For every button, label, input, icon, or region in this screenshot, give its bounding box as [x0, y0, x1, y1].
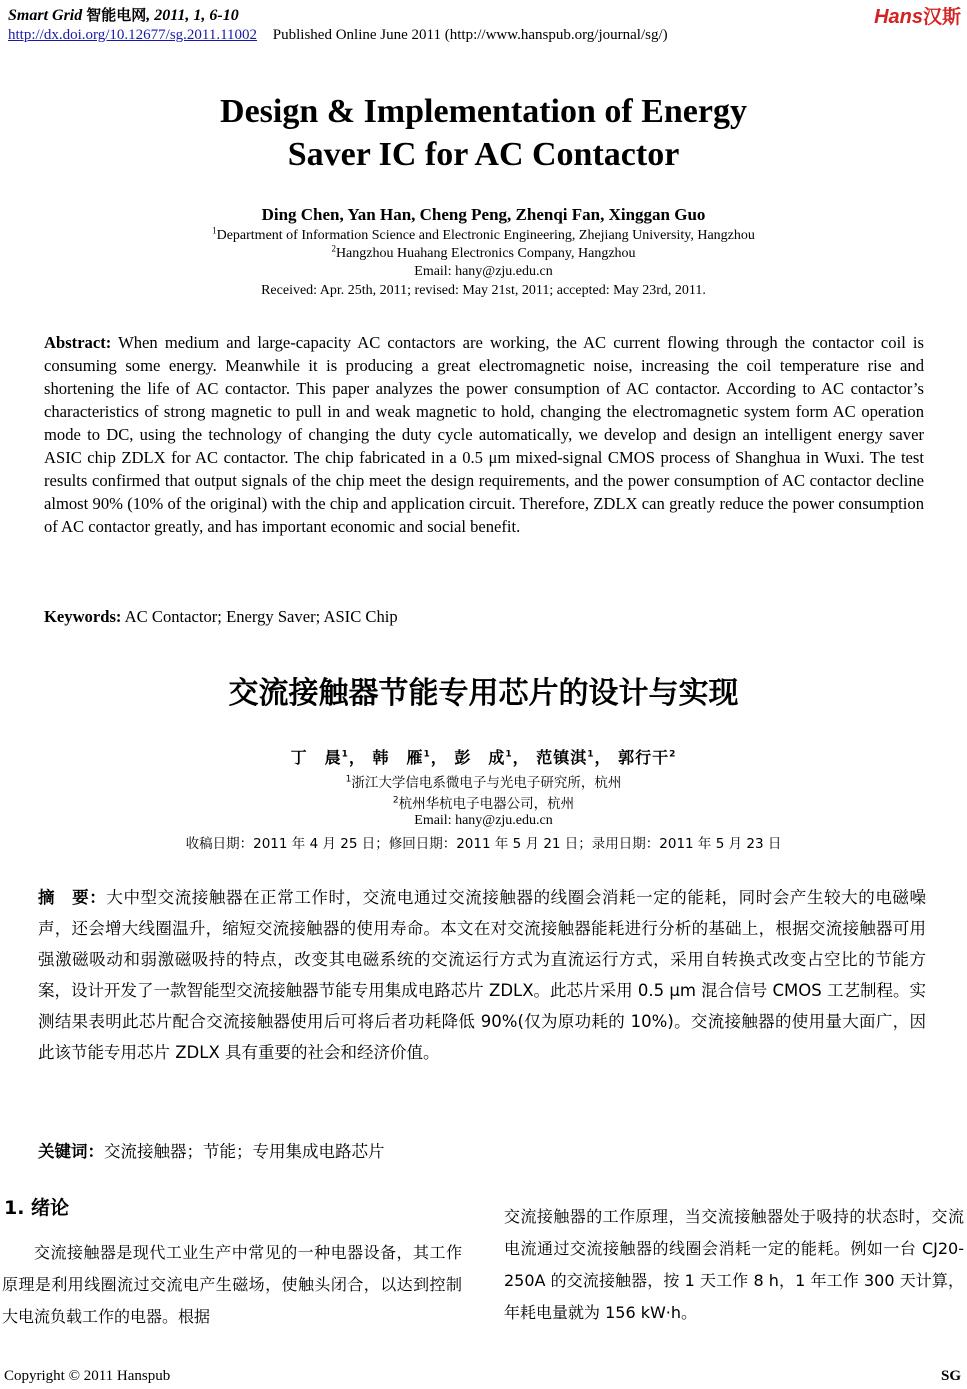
- keywords-en-label: Keywords:: [44, 607, 122, 626]
- email-cn: Email: hany@zju.edu.cn: [414, 813, 553, 828]
- affiliation-en-2-num: 2: [331, 243, 336, 254]
- abstract-cn-label: 摘 要：: [38, 888, 107, 907]
- author-cn-name: 范镇淇: [536, 748, 588, 767]
- author-cn: [372, 748, 447, 767]
- published-info: Published Online June 2011 (http://www.hanspub.org/journal/sg/): [272, 27, 668, 43]
- author-cn: [618, 748, 676, 767]
- received-dates-en: Received: Apr. 25th, 2011; revised: May 21st, 2011; accepted: May 23rd, 2011.: [261, 283, 706, 298]
- authors-en: Ding Chen, Yan Han, Cheng Peng, Zhenqi Fan, Xinggan Guo: [261, 205, 706, 224]
- author-cn-sup: 2: [669, 749, 677, 760]
- doi-line: [8, 27, 668, 44]
- keywords-en: [44, 607, 398, 627]
- affiliation-cn-1-num: 1: [345, 774, 352, 785]
- affiliation-cn-1-text: 浙江大学信电系微电子与光电子研究所，杭州: [351, 775, 622, 791]
- abstract-cn-text: 大中型交流接触器在正常工作时，交流电通过交流接触器的线圈会消耗一定的能耗，同时会产生较大的电磁噪声，还会增大线圈温升，缩短交流接触器的使用寿命。本文在对交流接触器能耗进行分析的基础上，根据交流接触器可用强激磁吸动和弱激磁吸持的特点，改变其电磁系统的交流运行方式为直流运行方式，采用自转换式改变占空比的节能方案，设计开发了一款智能型交流接触器节能专用集成电路芯片 ZDLX。此芯片采用 0.5 μm 混合信号 CMOS 工艺制程。实测结果表明此芯片配合交流接触器使用后可将后者功耗降低 90%(仅为原功耗的 10%)。交流接触器的使用量大面广，因此该节能专用芯片 ZDLX 具有重要的社会和经济价值。: [38, 888, 927, 1062]
- author-cn: [454, 748, 529, 767]
- paper-title-cn: 交流接触器节能专用芯片的设计与实现: [228, 676, 739, 711]
- affiliation-cn-2-num: 2: [392, 795, 399, 806]
- affiliation-cn-2: [0, 792, 967, 812]
- keywords-cn-text: 交流接触器；节能；专用集成电路芯片: [104, 1142, 385, 1161]
- affiliation-cn-2-text: 杭州华杭电子电器公司，杭州: [398, 796, 575, 812]
- author-cn: [536, 748, 611, 767]
- journal-volume: , 2011, 1, 6-10: [146, 7, 239, 24]
- author-cn-name: 韩 雁: [372, 748, 424, 767]
- author-cn-name: 丁 晨: [290, 748, 342, 767]
- journal-name: [8, 4, 239, 25]
- keywords-cn: [38, 1138, 385, 1162]
- author-cn-name: 彭 成: [454, 748, 506, 767]
- footer-journal-code: SG: [940, 1368, 961, 1384]
- keywords-cn-label: 关键词：: [38, 1142, 104, 1161]
- paper-title-en-line2: Saver IC for AC Contactor: [287, 136, 680, 173]
- received-dates-cn: 收稿日期：2011 年 4 月 25 日；修回日期：2011 年 5 月 21 日；录用日期：2011 年 5 月 23 日: [185, 836, 782, 852]
- paper-title-en: [0, 90, 967, 176]
- logo-text: Hans: [874, 6, 923, 28]
- author-cn-sep: ，: [348, 748, 366, 767]
- journal-title-cn: 智能电网: [86, 6, 147, 24]
- affiliation-en-2-text: Hangzhou Huahang Electronics Company, Hangzhou: [335, 246, 636, 261]
- publisher-logo: [874, 2, 961, 29]
- author-cn-name: 郭行干: [618, 748, 670, 767]
- author-cn-sup: 1: [587, 749, 595, 760]
- author-cn-sep: ，: [594, 748, 612, 767]
- affiliation-en-1-num: 1: [212, 225, 217, 236]
- affiliation-en-1-text: Department of Information Science and Electronic Engineering, Zhejiang University, Hangzhou: [216, 228, 755, 243]
- abstract-en-label: Abstract:: [44, 333, 112, 352]
- author-cn-sup: 1: [423, 749, 431, 760]
- author-cn-sup: 1: [505, 749, 513, 760]
- author-cn-sup: 1: [341, 749, 349, 760]
- author-cn: [291, 748, 366, 767]
- affiliation-en-1: [0, 225, 967, 244]
- keywords-en-text: AC Contactor; Energy Saver; ASIC Chip: [124, 607, 398, 626]
- journal-title: Smart Grid: [8, 7, 83, 24]
- logo-text-cn: 汉斯: [922, 6, 961, 28]
- paper-title-en-line1: Design & Implementation of Energy: [220, 93, 747, 130]
- author-cn-sep: ，: [512, 748, 530, 767]
- authors-cn: [0, 745, 967, 768]
- author-cn-sep: ，: [430, 748, 448, 767]
- abstract-en-text: When medium and large-capacity AC contactors are working, the AC current flowing through the contactor coil is consuming some energy. Meanwhile it is producing a great electromagnetic noise, increasing the coil temperature rise and shortening the life of AC contactor. This paper analyzes the power consumption of AC contactor. According to AC contactor’s characteristics of strong magnetic to pull in and weak magnetic to hold, changing the electromagnetic system form AC operation mode to DC, using the technology of changing the duty cycle automatically, we develop and design an intelligent energy saver ASIC chip ZDLX for AC contactor. The chip fabricated in a 0.5 μm mixed-signal CMOS process of Shanghua in Wuxi. The test results confirmed that output signals of the chip meet the design requirements, and the power consumption of AC contactor decline almost 90% (10% of the original) with the chip and application circuit. Therefore, ZDLX can greatly reduce the power consumption of AC contactor greatly, and has important economic and social benefit.: [44, 333, 924, 536]
- body-column-left: 交流接触器是现代工业生产中常见的一种电器设备，其工作原理是利用线圈流过交流电产生磁场，使触头闭合，以达到控制大电流负载工作的电器。根据: [2, 1243, 462, 1326]
- section-heading-introduction: 1. 绪论: [4, 1197, 70, 1219]
- email-en: Email: hany@zju.edu.cn: [414, 264, 553, 279]
- footer-copyright: Copyright © 2011 Hanspub: [4, 1368, 171, 1384]
- affiliation-en-2: [0, 243, 967, 262]
- abstract-en: [44, 331, 924, 538]
- affiliation-cn-1: [0, 771, 967, 791]
- body-column-right: 交流接触器的工作原理，当交流接触器处于吸持的状态时，交流电流通过交流接触器的线圈会消耗一定的能耗。例如一台 CJ20-250A 的交流接触器，按 1 天工作 8 h，1 年工作 300 天计算，年耗电量就为 156 kW·h。: [504, 1207, 964, 1322]
- abstract-cn: [38, 882, 926, 1068]
- doi-link[interactable]: http://dx.doi.org/10.12677/sg.2011.11002: [8, 27, 258, 43]
